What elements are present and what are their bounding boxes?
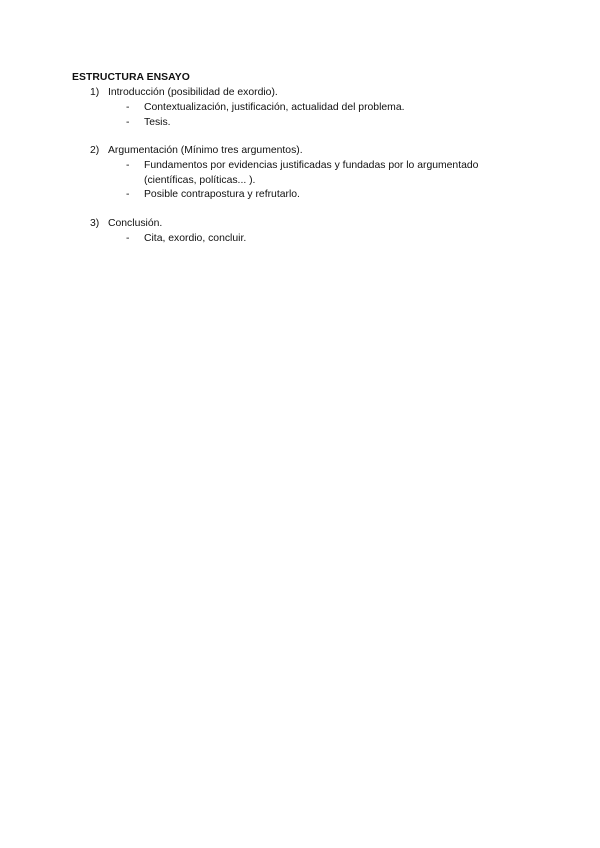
section-number: 3): [90, 218, 100, 229]
section-heading: Argumentación (Mínimo tres argumentos).: [108, 145, 303, 156]
section-introduccion: [0, 86, 600, 131]
bullet-dash: -: [126, 160, 130, 171]
list-item-text: Fundamentos por evidencias justificadas y fundadas por lo argumentado (científicas, políticas... ).: [144, 160, 479, 186]
list-item: [0, 116, 600, 131]
section-number: 2): [90, 145, 100, 156]
section-conclusion: [0, 217, 600, 247]
list-item: [0, 101, 600, 116]
list-item-text: Posible contrapostura y refrutarlo.: [144, 189, 300, 201]
section-heading: Introducción (posibilidad de exordio).: [108, 87, 278, 98]
list-item-text: Cita, exordio, concluir.: [144, 233, 247, 244]
list-item: [0, 188, 600, 203]
bullet-dash: -: [126, 189, 130, 201]
list-item-text: Contextualización, justificación, actualidad del problema.: [144, 102, 405, 113]
section-argumentacion: [0, 144, 600, 203]
section-heading: Conclusión.: [108, 218, 163, 229]
bullet-dash: -: [126, 233, 130, 244]
section-number: 1): [90, 87, 100, 98]
section-heading-row: [0, 86, 600, 101]
section-heading-row: [0, 144, 600, 159]
list-item: [0, 159, 600, 188]
document-title: ESTRUCTURA ENSAYO: [72, 72, 190, 83]
section-heading-row: [0, 217, 600, 232]
list-item-text: Tesis.: [144, 117, 171, 128]
bullet-dash: -: [126, 117, 130, 128]
bullet-dash: -: [126, 102, 130, 113]
list-item: [0, 232, 600, 247]
